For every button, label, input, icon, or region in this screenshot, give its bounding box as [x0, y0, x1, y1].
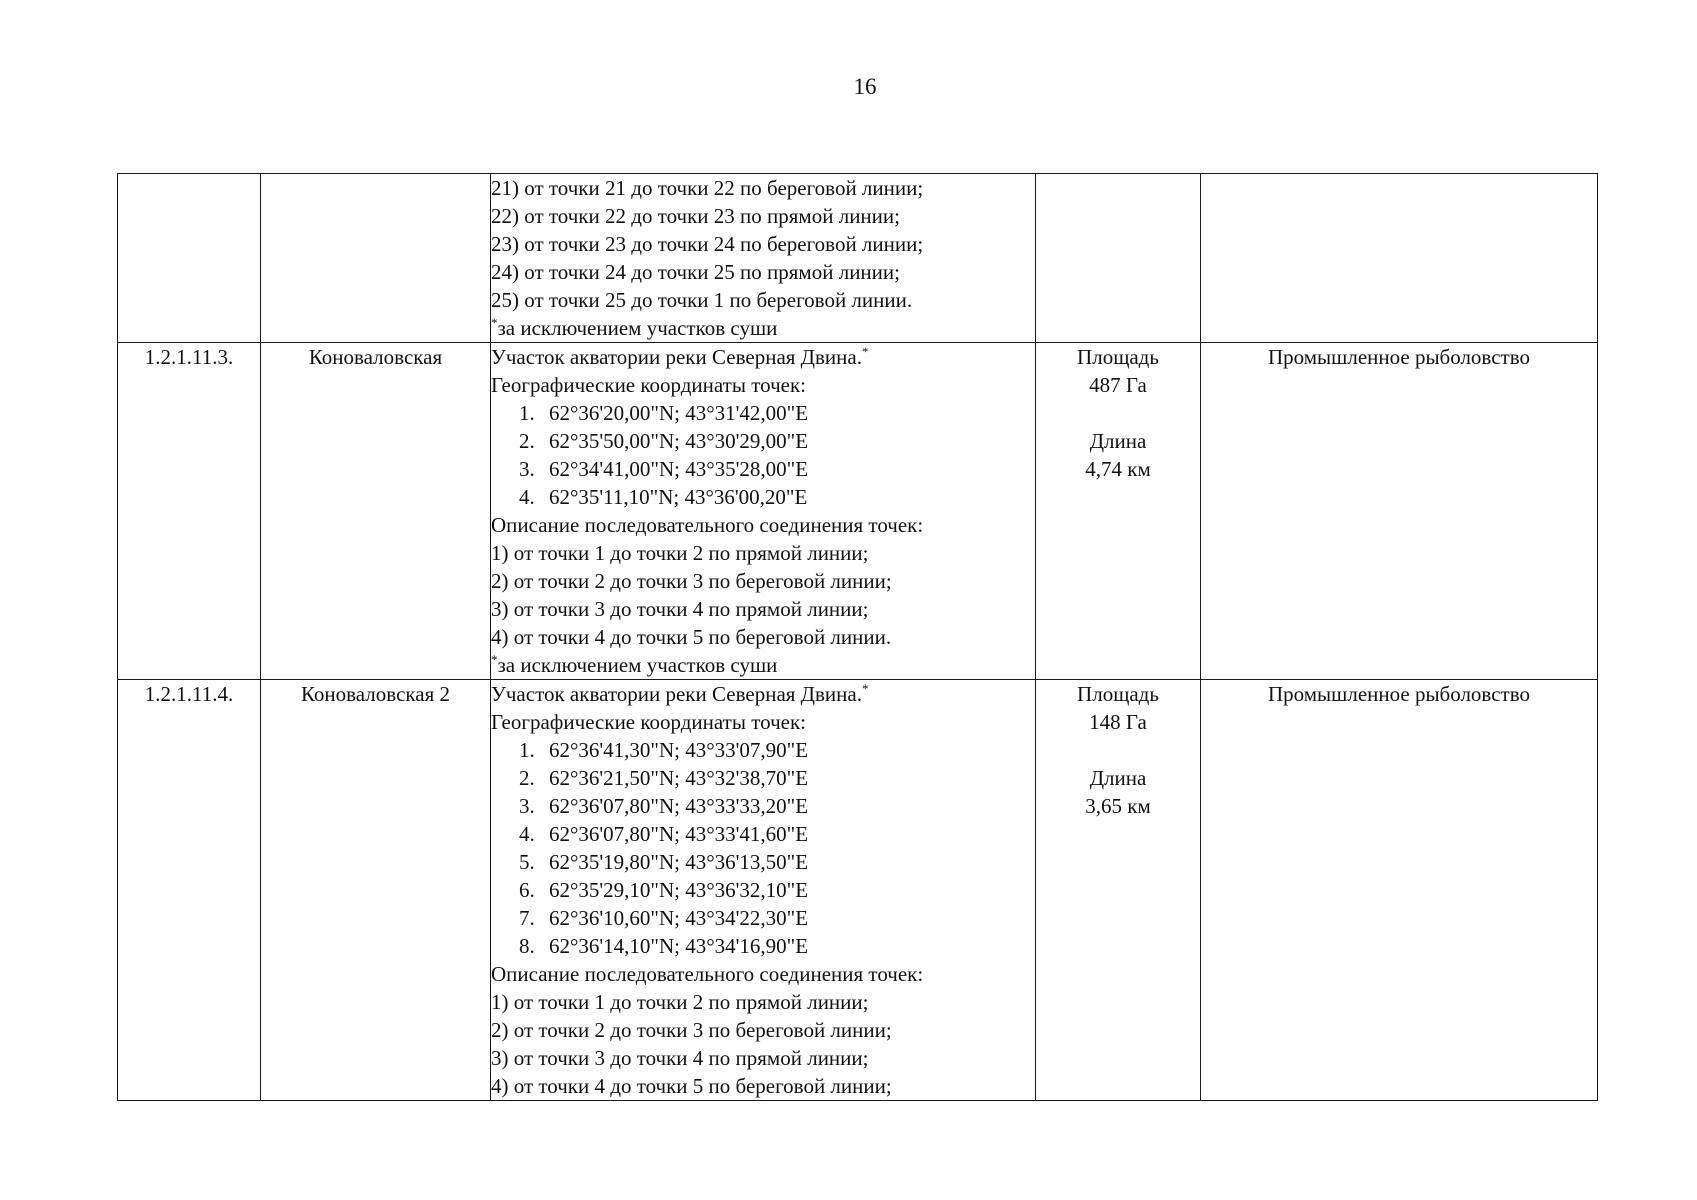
length-value: 3,65 км — [1085, 794, 1151, 818]
connection-line: 2) от точки 2 до точки 3 по береговой линии; — [491, 1018, 892, 1042]
footnote-mark: * — [861, 681, 869, 696]
connection-line: 21) от точки 21 до точки 22 по береговой линии; — [491, 176, 924, 200]
coordinate-item: 3. 62°34'41,00"N; 43°35'28,00"E — [519, 457, 809, 481]
area-value: 148 Га — [1089, 710, 1147, 734]
coordinate-item: 2. 62°35'50,00"N; 43°30'29,00"E — [519, 429, 809, 453]
area-name-cell — [261, 174, 491, 343]
connection-title: Описание последовательного соединения точек: — [491, 962, 924, 986]
connection-line: 4) от точки 4 до точки 5 по береговой линии; — [491, 1074, 892, 1098]
length-label: Длина — [1089, 429, 1147, 453]
area-description-cell — [491, 343, 1036, 680]
area-params-cell — [1036, 680, 1201, 1101]
connection-line: 3) от точки 3 до точки 4 по прямой линии; — [491, 1046, 869, 1070]
length-value: 4,74 км — [1085, 457, 1151, 481]
area-value: 487 Га — [1089, 373, 1147, 397]
connection-line: 25) от точки 25 до точки 1 по береговой линии. — [491, 288, 913, 312]
area-params-cell — [1036, 174, 1201, 343]
footnote-line — [491, 314, 1035, 342]
table-row — [118, 174, 1598, 343]
footnote-line — [491, 651, 1035, 679]
coords-title: Географические координаты точек: — [491, 710, 806, 734]
connection-line: 1) от точки 1 до точки 2 по прямой линии; — [491, 541, 869, 565]
coords-title: Географические координаты точек: — [491, 373, 806, 397]
connection-line: 1) от точки 1 до точки 2 по прямой линии; — [491, 990, 869, 1014]
coordinate-item: 1. 62°36'41,30"N; 43°33'07,90"E — [519, 738, 809, 762]
connection-line: 2) от точки 2 до точки 3 по береговой линии; — [491, 569, 892, 593]
coordinate-item: 8. 62°36'14,10"N; 43°34'16,90"E — [519, 934, 809, 958]
footnote-mark: * — [491, 652, 498, 667]
area-number-cell — [118, 174, 261, 343]
area-label: Площадь — [1077, 345, 1159, 369]
coordinate-item: 3. 62°36'07,80"N; 43°33'33,20"E — [519, 794, 809, 818]
connection-line: 23) от точки 23 до точки 24 по береговой линии; — [491, 232, 924, 256]
area-description-cell — [491, 174, 1036, 343]
purpose-cell — [1201, 174, 1598, 343]
purpose-cell: Промышленное рыболовство — [1201, 343, 1598, 680]
area-name-cell: Коноваловская — [261, 343, 491, 680]
area-number-cell: 1.2.1.11.3. — [118, 343, 261, 680]
length-label: Длина — [1089, 766, 1147, 790]
footnote-mark: * — [491, 315, 498, 330]
coordinate-item: 4. 62°36'07,80"N; 43°33'41,60"E — [519, 822, 809, 846]
connection-line: 4) от точки 4 до точки 5 по береговой линии. — [491, 625, 892, 649]
purpose-cell: Промышленное рыболовство — [1201, 680, 1598, 1101]
connection-line: 3) от точки 3 до точки 4 по прямой линии; — [491, 597, 869, 621]
coordinate-item: 5. 62°35'19,80"N; 43°36'13,50"E — [519, 850, 809, 874]
area-description-cell — [491, 680, 1036, 1101]
footnote-text: за исключением участков суши — [497, 316, 778, 340]
area-label: Площадь — [1077, 682, 1159, 706]
area-number-cell: 1.2.1.11.4. — [118, 680, 261, 1101]
table-row — [118, 343, 1598, 680]
table-row — [118, 680, 1598, 1101]
coordinate-item: 7. 62°36'10,60"N; 43°34'22,30"E — [519, 906, 809, 930]
footnote-text: за исключением участков суши — [497, 653, 778, 677]
connection-line: 22) от точки 22 до точки 23 по прямой линии; — [491, 204, 900, 228]
coordinate-item: 4. 62°35'11,10"N; 43°36'00,20"E — [519, 485, 808, 509]
coordinate-item: 6. 62°35'29,10"N; 43°36'32,10"E — [519, 878, 809, 902]
footnote-mark: * — [861, 344, 869, 359]
coordinate-item: 1. 62°36'20,00"N; 43°31'42,00"E — [519, 401, 809, 425]
area-params-cell — [1036, 343, 1201, 680]
page-number: 16 — [853, 74, 877, 99]
area-name-cell: Коноваловская 2 — [261, 680, 491, 1101]
coordinate-item: 2. 62°36'21,50"N; 43°32'38,70"E — [519, 766, 809, 790]
connection-line: 24) от точки 24 до точки 25 по прямой линии; — [491, 260, 900, 284]
area-intro: Участок акватории реки Северная Двина.* — [491, 681, 869, 706]
connection-title: Описание последовательного соединения точек: — [491, 513, 924, 537]
area-intro: Участок акватории реки Северная Двина.* — [491, 344, 869, 369]
fishing-areas-table — [117, 173, 1598, 1101]
